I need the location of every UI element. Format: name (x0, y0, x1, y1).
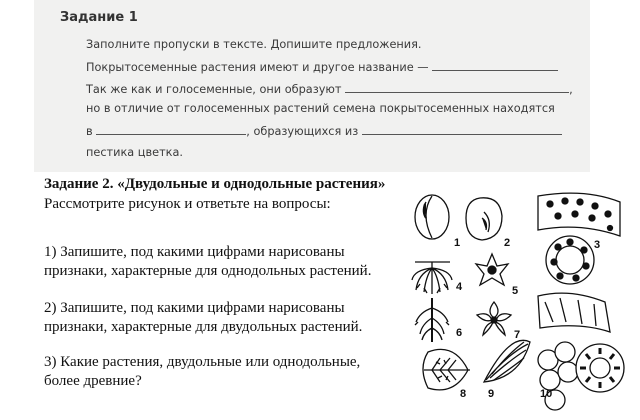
parallel-veined-leaf-icon (484, 340, 530, 382)
task2-subtitle: Рассмотрите рисунок и ответьте на вопросы: (44, 196, 331, 212)
task1-line5: пестика цветка. (86, 146, 184, 159)
label-2: 2 (504, 237, 511, 249)
blank-3[interactable] (96, 124, 246, 135)
task1-line1 (86, 60, 558, 74)
dicot-flower-icon (477, 302, 511, 335)
label-3: 3 (594, 239, 601, 251)
dicot-seed-icon (415, 195, 449, 239)
task1-line1-text: Покрытосеменные растения имеют и другое название — (86, 61, 429, 74)
label-9: 9 (488, 388, 495, 400)
question-2-line2: признаки, характерные для двудольных растений. (44, 319, 363, 335)
tap-root-icon (415, 298, 449, 342)
label-7: 7 (514, 329, 521, 341)
label-4: 4 (456, 281, 463, 293)
task1-line4-b: , образующихся из (246, 125, 359, 138)
plant-illustration (410, 192, 632, 418)
net-veined-leaf-icon (423, 349, 470, 390)
label-8: 8 (460, 388, 467, 400)
label-1: 1 (454, 237, 461, 249)
blank-1[interactable] (432, 60, 558, 71)
blank-4[interactable] (362, 124, 562, 135)
monocot-flower-icon (476, 254, 508, 285)
task1-panel (34, 0, 590, 172)
task1-line4-a: в (86, 125, 93, 138)
task1-line3: но в отличие от голосеменных растений семена покрытосеменных находятся (86, 102, 555, 115)
question-1-line1: 1) Запишите, под какими цифрами нарисованы (44, 244, 345, 260)
task1-instruction: Заполните пропуски в тексте. Допишите предложения. (86, 38, 422, 51)
label-6: 6 (456, 327, 463, 339)
question-1-line2: признаки, характерные для однодольных растений. (44, 263, 372, 279)
blank-2[interactable] (345, 82, 569, 93)
question-3-line1: 3) Какие растения, двудольные или однодольные, (44, 354, 361, 370)
task1-line2-text: Так же как и голосеменные, они образуют (86, 83, 342, 96)
task1-line2 (86, 82, 573, 96)
stem-section-icon (538, 193, 620, 284)
label-10: 10 (540, 388, 553, 400)
task2-title: Задание 2. «Двудольные и однодольные растения» (44, 176, 386, 192)
question-3-line2: более древние? (44, 373, 142, 389)
task1-title: Задание 1 (60, 10, 138, 25)
monocot-seed-icon (466, 198, 502, 240)
question-2-line1: 2) Запишите, под какими цифрами нарисованы (44, 300, 345, 316)
label-5: 5 (512, 285, 519, 297)
task1-line4 (86, 124, 562, 138)
fibrous-root-icon (412, 262, 452, 294)
task1-line2-end: , (569, 83, 573, 96)
